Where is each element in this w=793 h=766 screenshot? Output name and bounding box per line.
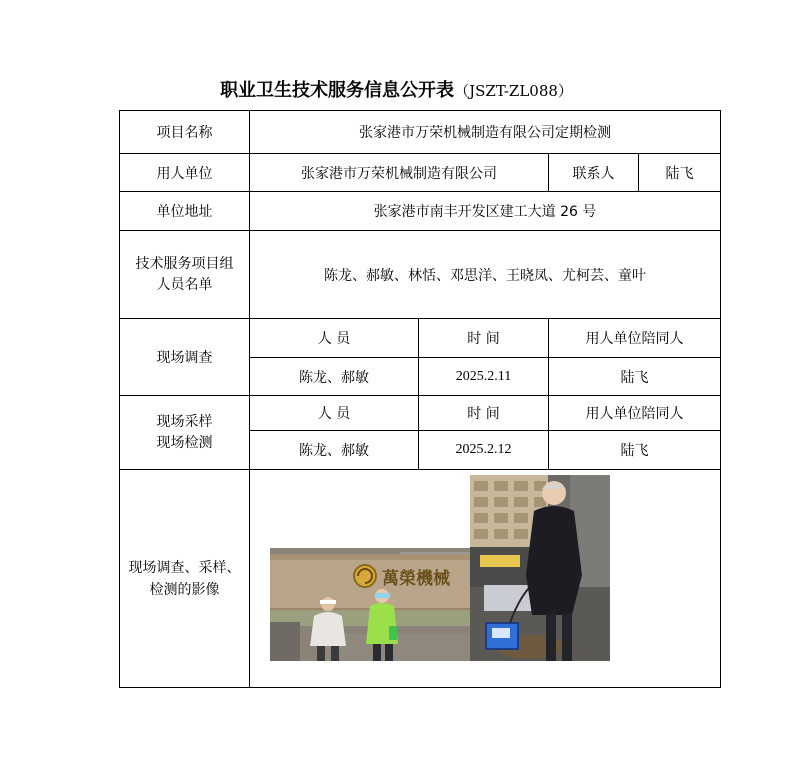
sampling-col-companion: 用人单位陪同人 <box>549 396 721 431</box>
survey-label: 现场调查 <box>120 319 250 396</box>
entrance-photo-illustration <box>270 548 470 661</box>
row-sampling-header <box>120 396 721 431</box>
sampling-person: 陈龙、郝敏 <box>250 431 419 470</box>
employer-label: 用人单位 <box>120 154 250 192</box>
survey-person: 陈龙、郝敏 <box>250 358 419 396</box>
photo-onsite-testing <box>470 475 610 661</box>
survey-col-companion: 用人单位陪同人 <box>549 319 721 358</box>
team-label: 技术服务项目组人员名单 <box>120 231 250 319</box>
form-code: （JSZT-ZL088） <box>454 82 573 100</box>
info-table <box>119 110 721 688</box>
row-employer <box>120 154 721 192</box>
sampling-companion: 陆飞 <box>549 431 721 470</box>
row-images <box>120 470 721 688</box>
row-team <box>120 231 721 319</box>
row-address <box>120 192 721 231</box>
images-cell <box>250 470 721 688</box>
contact-label: 联系人 <box>549 154 639 192</box>
page-title <box>0 76 793 102</box>
sampling-col-person: 人 员 <box>250 396 419 431</box>
team-value: 陈龙、郝敏、林恬、邓思洋、王晓凤、尤柯芸、童叶 <box>250 231 721 319</box>
survey-col-person: 人 员 <box>250 319 419 358</box>
contact-value: 陆飞 <box>639 154 721 192</box>
address-value: 张家港市南丰开发区建工大道 26 号 <box>250 192 721 231</box>
row-project <box>120 111 721 154</box>
sampling-label <box>120 396 250 470</box>
sampling-label-line1: 现场采样 <box>156 413 213 430</box>
address-label: 单位地址 <box>120 192 250 231</box>
sampling-col-time: 时 间 <box>419 396 549 431</box>
survey-companion: 陆飞 <box>549 358 721 396</box>
form-title: 职业卫生技术服务信息公开表 <box>220 80 455 101</box>
project-label: 项目名称 <box>120 111 250 154</box>
images-label: 现场调查、采样、检测的影像 <box>120 470 250 688</box>
sign-text: 萬榮機械 <box>382 568 450 589</box>
row-survey-header <box>120 319 721 358</box>
employer-value: 张家港市万荣机械制造有限公司 <box>250 154 549 192</box>
sampling-time: 2025.2.12 <box>419 431 549 470</box>
survey-col-time: 时 间 <box>419 319 549 358</box>
survey-time: 2025.2.11 <box>419 358 549 396</box>
photo-site-entrance <box>270 548 470 661</box>
photo-area <box>250 472 720 686</box>
sampling-label-line2: 现场检测 <box>156 434 213 451</box>
testing-photo-illustration <box>470 475 610 661</box>
project-value: 张家港市万荣机械制造有限公司定期检测 <box>250 111 721 154</box>
